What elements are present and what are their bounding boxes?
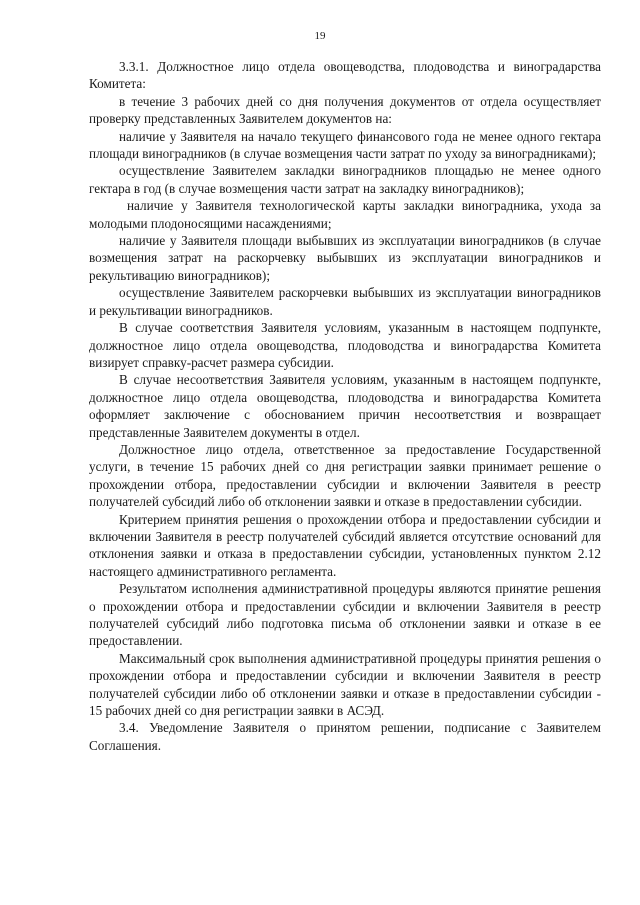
- paragraph-condition-uprooting: осуществление Заявителем раскорчевки выбывших из эксплуатации виноградников и рекультивации виноградников.: [89, 285, 601, 318]
- paragraph-compliance: В случае соответствия Заявителя условиям, указанным в настоящем подпункте, должностное лицо отдела овощеводства, плодоводства и виноградарства Комитета визирует справку-расчет размера субсидии.: [89, 320, 601, 370]
- paragraph-condition-tech-card: наличие у Заявителя технологической карты закладки виноградника, ухода за молодыми плодоносящими насаждениями;: [89, 198, 601, 231]
- page-number: 19: [314, 30, 326, 42]
- paragraph-check-intro: в течение 3 рабочих дней со дня получения документов от отдела осуществляет проверку представленных Заявителем документов на:: [89, 93, 601, 127]
- paragraph-condition-area: наличие у Заявителя на начало текущего финансового года не менее одного гектара площади виноградников (в случае возмещения части затрат по уходу за виноградниками);: [89, 128, 601, 162]
- paragraph-3-3-1-heading: 3.3.1. Должностное лицо отдела овощеводства, плодоводства и виноградарства Комитета:: [89, 59, 601, 92]
- paragraph-condition-retired-area: наличие у Заявителя площади выбывших из эксплуатации виноградников (в случае возмещения затрат на раскорчевку выбывших из эксплуатации виноградников и рекультивацию виноградников);: [89, 233, 601, 283]
- paragraph-condition-planting: осуществление Заявителем закладки виноградников площадью не менее одного гектара в год (в случае возмещения части затрат на закладку виноградников);: [89, 163, 601, 196]
- paragraph-3-4-heading: 3.4. Уведомление Заявителя о принятом решении, подписание с Заявителем Соглашения.: [89, 720, 601, 753]
- paragraph-result: Результатом исполнения административной процедуры являются принятие решения о прохождении отбора и предоставлении субсидии и включении Заявителя в реестр получателей субсидий либо подготовка письма об отклонении заявки и отказе в ее предоставлении.: [89, 581, 601, 649]
- paragraph-criterion: Критерием принятия решения о прохождении отбора и предоставлении субсидии и включении Заявителя в реестр получателей субсидий является отсутствие оснований для отклонения заявки и отказа в предоставлении субсидии, установленных пунктом 2.12 настоящего административного регламента.: [89, 511, 601, 579]
- paragraph-non-compliance: В случае несоответствия Заявителя условиям, указанным в настоящем подпункте, должностное лицо отдела овощеводства, плодоводства и виноградарства Комитета оформляет заключение с обоснованием причин несоответствия и возвращает представленные Заявителем документы в отдел.: [89, 372, 601, 440]
- paragraph-decision: Должностное лицо отдела, ответственное за предоставление Государственной услуги, в течение 15 рабочих дней со дня регистрации заявки принимает решение о прохождении отбора, предоставлении субсидии и включении Заявителя в реестр получателей субсидий либо об отклонении заявки и отказе в предоставлении субсидии.: [89, 441, 601, 510]
- paragraph-max-term: Максимальный срок выполнения административной процедуры принятия решения о прохождении отбора и предоставлении субсидии и включении Заявителя в реестр получателей субсидии либо об отклонении заявки и отказе в предоставлении субсидии - 15 рабочих дней со дня регистрации заявки в АСЭД.: [89, 650, 601, 719]
- document-body: [89, 58, 601, 754]
